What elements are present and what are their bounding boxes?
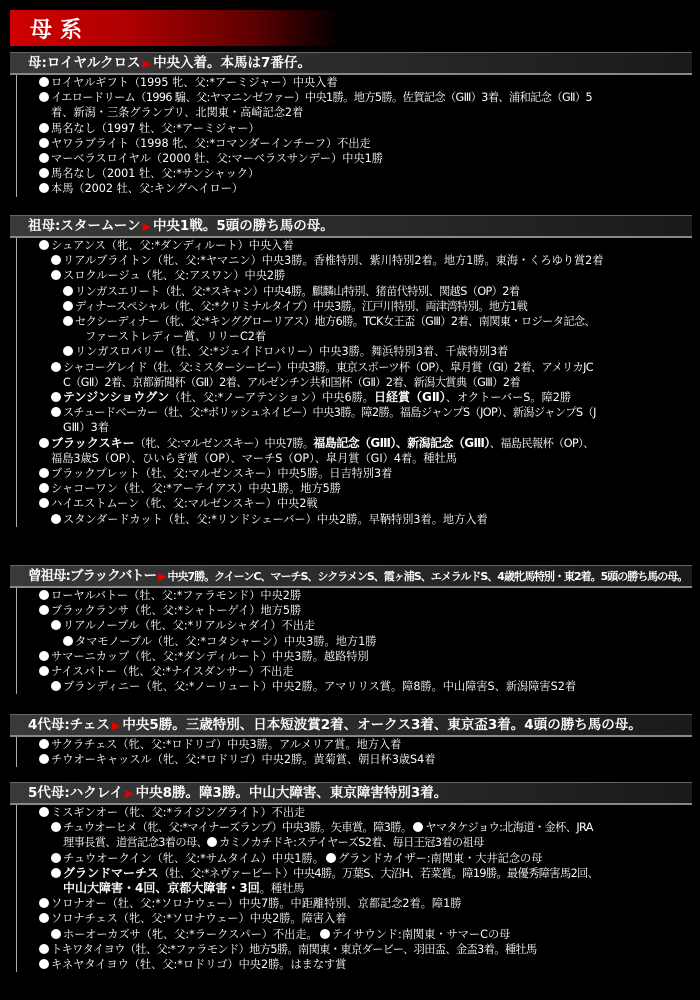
list-item — [17, 805, 692, 820]
list-item — [17, 588, 692, 603]
list-item — [17, 329, 692, 344]
entry-text: トキワタイヨウ（牡、父:*ファラモンド）地方5勝。南関東・東京ダービー、羽田盃、金盃3着。種牡馬 — [51, 942, 537, 956]
arrow-icon: ▶ — [142, 57, 152, 70]
entry-text: ローヤルバトー（牡、父:*ファラモンド）中央2勝 — [51, 589, 302, 602]
dam-name: 母:ロイヤルクロス — [28, 55, 141, 71]
entry-text: ソロナオー（牡、父:*ソロナウェー）中央7勝。中距離特別、京都記念2着。障1勝 — [51, 897, 462, 911]
list-item — [17, 835, 692, 850]
section-4th-dam — [10, 714, 692, 767]
bullet-icon — [39, 739, 49, 749]
bullet-icon — [39, 123, 49, 133]
bullet-icon — [39, 468, 49, 478]
bullet-icon — [207, 837, 217, 847]
bullet-icon — [51, 681, 61, 691]
bullet-icon — [39, 138, 49, 148]
entry-text: 、オクトーバーS。障2勝 — [445, 391, 572, 405]
list-item — [17, 75, 692, 90]
bullet-icon — [39, 651, 49, 661]
list-item — [17, 649, 692, 664]
entry-text: 理事長賞、道営記念3着の母、 — [63, 836, 208, 850]
entry-text: （牡、父:*ノーアテンション）中央6勝。 — [169, 391, 374, 405]
bullet-icon — [39, 959, 49, 969]
bullet-icon — [51, 407, 61, 417]
list-item — [17, 851, 692, 866]
bullet-icon — [63, 346, 73, 356]
list-item — [17, 752, 692, 767]
arrow-icon: ▶ — [142, 220, 151, 233]
fourth-dam-name: 4代母:チェス — [28, 717, 110, 733]
bullet-icon — [39, 77, 49, 87]
entry-text: キネヤタイヨウ（牡、父:*ロドリゴ）中央2勝。はまなす賞 — [51, 958, 347, 972]
fifth-dam-note: 中央8勝。障3勝。中山大障害、東京障害特別3着。 — [135, 785, 448, 801]
arrow-icon: ▶ — [125, 787, 134, 800]
bullet-icon — [326, 853, 336, 863]
list-item — [17, 679, 692, 694]
list-item — [17, 166, 692, 181]
offspring-list — [16, 588, 692, 694]
bullet-icon — [51, 270, 61, 280]
list-item — [17, 737, 692, 752]
entry-text: サクラチェス（牝、父:*ロドリゴ）中央3勝。アルメリア賞。地方入着 — [51, 738, 402, 751]
bullet-icon — [39, 483, 49, 493]
bullet-icon — [51, 868, 61, 878]
bullet-icon — [63, 316, 73, 326]
fourth-dam-note: 中央5勝。三歳特別、日本短波賞2着、オークス3着、東京盃3着。4頭の勝ち馬の母。 — [122, 717, 642, 733]
entry-text: ハイエストムーン（牝、父:マルゼンスキー）中央2戦 — [51, 497, 318, 511]
bullet-icon — [39, 168, 49, 178]
list-item — [17, 618, 692, 633]
section-header — [10, 565, 692, 588]
section-dam — [10, 52, 692, 197]
list-item — [17, 451, 692, 466]
bullet-icon — [39, 605, 49, 615]
list-item — [17, 481, 692, 496]
entry-text: カミノカチドキ:ステイヤーズS2着、毎日王冠3着の祖母 — [219, 836, 484, 850]
section-header — [10, 714, 692, 737]
entry-text: 。種牡馬 — [259, 882, 305, 896]
bullet-icon — [63, 286, 73, 296]
entry-text: ヤワラブライト（1998 牝、父:*コマンダーインチーフ）不出走 — [51, 136, 371, 150]
bullet-icon — [51, 929, 61, 939]
list-item — [17, 284, 692, 299]
entry-text: GⅢ）3着 — [63, 421, 109, 435]
entry-text: チュウオーヒメ（牝、父:*マイナーズランプ）中央3勝。矢車賞。障3勝。 — [63, 821, 412, 835]
bullet-icon — [39, 438, 49, 448]
entry-text: ナイスバトー（牝、父:*ナイスダンサー）不出走 — [51, 665, 294, 679]
bullet-icon — [39, 754, 49, 764]
entry-text: 馬名なし（1997 牡、父:*アーミジャー） — [51, 121, 260, 135]
great-granddam-name: 曾祖母:ブラックバトー — [28, 568, 157, 584]
section-header — [10, 215, 692, 238]
list-item — [17, 136, 692, 151]
entry-text: スチュードベーカー（牡、父:*ポリッシュネイビー）中央3勝。障2勝。福島ジャンプS（JOP）、新潟ジャンプS（J — [63, 406, 596, 420]
entry-text: リアルブライトン（牝、父:*ヤマニン）中央3勝。香椎特別、紫川特別2着。地方1勝。東海・くろゆり賞2着 — [63, 254, 604, 268]
entry-text: スタンダードカット（牡、父:*リンドシェーバー）中央2勝。早鞆特別3着。地方入着 — [63, 512, 488, 526]
list-item — [17, 360, 692, 375]
entry-text: リンガスエリート（牡、父:*スキャン）中央4勝。麒麟山特別、猪苗代特別、関越S（OP）2着 — [75, 284, 520, 298]
entry-text: 福島3歳S（OP）、ひいらぎ賞（OP）、マーチS（OP）、皐月賞（GⅠ）4着。種牡馬 — [51, 451, 457, 465]
section-header — [10, 782, 692, 805]
list-item — [17, 390, 692, 405]
entry-text: ミスギンオー（牝、父:*ライジングライト）不出走 — [51, 806, 306, 819]
entry-text: ディナースペシャル（牝、父:*クリミナルタイプ）中央3勝。江戸川特別、両津湾特別。地方1戦 — [75, 299, 528, 313]
entry-text: スロクルージュ（牝、父:アスワン）中央2勝 — [63, 269, 286, 283]
entry-text: イエロードリーム（1996 騸、父:ヤマニンゼファー）中央1勝。地方5勝。佐賀記念（GⅢ）3着、浦和記念（GⅡ）5 — [51, 91, 593, 105]
entry-text: リアルノーブル（牝、父:*リアルシャダイ）不出走 — [63, 619, 316, 633]
entry-text: ヤマタケジョウ:北海道・金杯、JRA — [425, 821, 593, 835]
entry-text: サマーニカップ（牝、父:*ダンディルート）中央3勝。越路特別 — [51, 649, 369, 663]
list-item — [17, 299, 692, 314]
list-item — [17, 253, 692, 268]
list-item — [17, 420, 692, 435]
bullet-icon — [39, 183, 49, 193]
bullet-icon — [320, 929, 330, 939]
entry-text: C（GⅡ）2着、京都新聞杯（GⅡ）2着、アルゼンチン共和国杯（GⅡ）2着、新潟大賞典（GⅢ）2着 — [63, 375, 520, 389]
entry-text: ロイヤルギフト（1995 牝、父:*アーミジャー）中央入着 — [51, 76, 338, 89]
section-banner — [10, 10, 340, 46]
bullet-icon — [51, 853, 61, 863]
entry-text: ブラックランサ（牝、父:*シャトーゲイ）地方5勝 — [51, 604, 302, 618]
offspring-list — [16, 238, 692, 527]
entry-text: テンジンショウグン — [63, 390, 170, 405]
list-item — [17, 466, 692, 481]
list-item — [17, 405, 692, 420]
bullet-icon — [51, 514, 61, 524]
entry-text: タマモノーブル（牝、父:*コタシャーン）中央3勝。地方1勝 — [75, 634, 377, 648]
bullet-icon — [63, 636, 73, 646]
entry-text: テイサウンド:南関東・サマーCの母 — [331, 927, 511, 941]
entry-text: セクシーディナー（牝、父:*キンググローリアス）地方6勝。TCK女王盃（GⅢ）2着、南関東・ロジータ記念、 — [75, 315, 596, 329]
entry-text: グランドカイザー:南関東・大井記念の母 — [337, 851, 543, 865]
offspring-list — [16, 75, 692, 197]
granddam-name: 祖母:スタームーン — [28, 218, 141, 234]
entry-text: シャコーグレイド（牡、父:ミスターシービー）中央3勝。東京スポーツ杯（OP）、皐月賞（GⅠ）2着、アメリカJC — [63, 360, 593, 374]
section-granddam — [10, 215, 692, 527]
list-item — [17, 942, 692, 957]
list-item — [17, 634, 692, 649]
fifth-dam-name: 5代母:ハクレイ — [28, 785, 124, 801]
list-item — [17, 151, 692, 166]
list-item — [17, 911, 692, 926]
entry-text: 、福島民報杯（OP）、 — [489, 436, 594, 450]
list-item — [17, 664, 692, 679]
bullet-icon — [51, 362, 61, 372]
bullet-icon — [51, 620, 61, 630]
arrow-icon: ▶ — [111, 719, 121, 732]
bullet-icon — [39, 240, 49, 250]
entry-text: ブランディニー（牝、父:*ノーリュート）中央2勝。アマリリス賞。障8勝。中山障害S、新潟障害S2着 — [63, 680, 577, 694]
section-header — [10, 52, 692, 75]
bullet-icon — [39, 590, 49, 600]
offspring-list — [16, 805, 692, 972]
list-item — [17, 268, 692, 283]
great-granddam-note: 中央7勝。クイーンC、マーチS、シクラメンS、霞ヶ浦S、エメラルドS、4歳牝馬特別・東2着。5頭の勝ち馬の母。 — [167, 570, 688, 583]
list-item — [17, 603, 692, 618]
bullet-icon — [413, 822, 423, 832]
list-item — [17, 90, 692, 105]
bullet-icon — [63, 301, 73, 311]
entry-text: ソロナチェス（牝、父:*ソロナウェー）中央2勝。障害入着 — [51, 912, 347, 926]
list-item — [17, 896, 692, 911]
list-item — [17, 121, 692, 136]
entry-text: チュウオークイン（牝、父:*サムタイム）中央1勝。 — [63, 851, 324, 865]
bullet-icon — [39, 898, 49, 908]
bullet-icon — [39, 666, 49, 676]
list-item — [17, 957, 692, 972]
bullet-icon — [51, 822, 61, 832]
entry-text: （牡、父:*ネヴァービート）中央4勝。万葉S、大沼H、若菜賞。障19勝。最優秀障害馬2回、 — [158, 866, 599, 880]
bullet-icon — [39, 913, 49, 923]
offspring-list — [16, 737, 692, 767]
bullet-icon — [39, 807, 49, 817]
dam-note: 中央入着。本馬は7番仔。 — [153, 55, 311, 71]
entry-text: シャコーワン（牡、父:*アーテイアス）中央1勝。地方5勝 — [51, 482, 341, 496]
entry-text: ブラックスキー — [51, 435, 135, 450]
bullet-icon — [39, 92, 49, 102]
entry-text: 福島記念（GⅢ）、新潟記念（GⅢ） — [313, 435, 490, 450]
entry-text: リンガスロバリー（牡、父:*ジェイドロバリー）中央3勝。舞浜特別3着、千歳特別3着 — [75, 345, 509, 359]
banner-title: 母系 — [30, 18, 91, 43]
bullet-icon — [39, 153, 49, 163]
list-item — [17, 927, 692, 942]
list-item — [17, 496, 692, 511]
list-item — [17, 105, 692, 120]
granddam-note: 中央1戦。5頭の勝ち馬の母。 — [152, 218, 334, 234]
arrow-icon: ▶ — [158, 570, 166, 583]
list-item — [17, 375, 692, 390]
bullet-icon — [39, 498, 49, 508]
entry-text: 日経賞（GⅡ） — [373, 390, 446, 405]
entry-text: ホーオーカズサ（牝、父:*ラークスパー）不出走。 — [63, 927, 318, 941]
entry-text: 馬名なし（2001 牡、父:*サンシャック） — [51, 167, 260, 181]
entry-text: 本馬（2002 牡、父:キングヘイロー） — [51, 182, 244, 196]
entry-text: マーベラスロイヤル（2000 牡、父:マーベラスサンデー）中央1勝 — [51, 152, 383, 166]
list-item — [17, 344, 692, 359]
entry-text: シュアンス（牝、父:*ダンディルート）中央入着 — [51, 239, 294, 252]
entry-text: チウオーキャッスル（牝、父:*ロドリゴ）中央2勝。黄菊賞、朝日杯3歳S4着 — [51, 753, 436, 767]
list-item — [17, 820, 692, 835]
bullet-icon — [51, 255, 61, 265]
list-item — [17, 866, 692, 881]
entry-text: （牝、父:マルゼンスキー）中央7勝。 — [134, 436, 314, 450]
bullet-icon — [39, 944, 49, 954]
list-item — [17, 512, 692, 527]
list-item — [17, 436, 692, 451]
entry-text: ブラックプレット（牡、父:マルゼンスキー）中央5勝。日吉特別3着 — [51, 467, 393, 481]
entry-text: ファーストレディー賞、リリーC2着 — [85, 330, 267, 344]
entry-text: 着、新潟・三条グランプリ、北関東・高崎記念2着 — [51, 106, 304, 120]
entry-text: 中山大障害・4回、京都大障害・3回 — [63, 881, 260, 896]
list-item — [17, 238, 692, 253]
section-great-granddam — [10, 565, 692, 694]
entry-text: グランドマーチス — [63, 865, 159, 880]
list-item — [17, 881, 692, 896]
list-item — [17, 314, 692, 329]
bullet-icon — [51, 392, 61, 402]
section-5th-dam — [10, 782, 692, 972]
list-item — [17, 181, 692, 196]
